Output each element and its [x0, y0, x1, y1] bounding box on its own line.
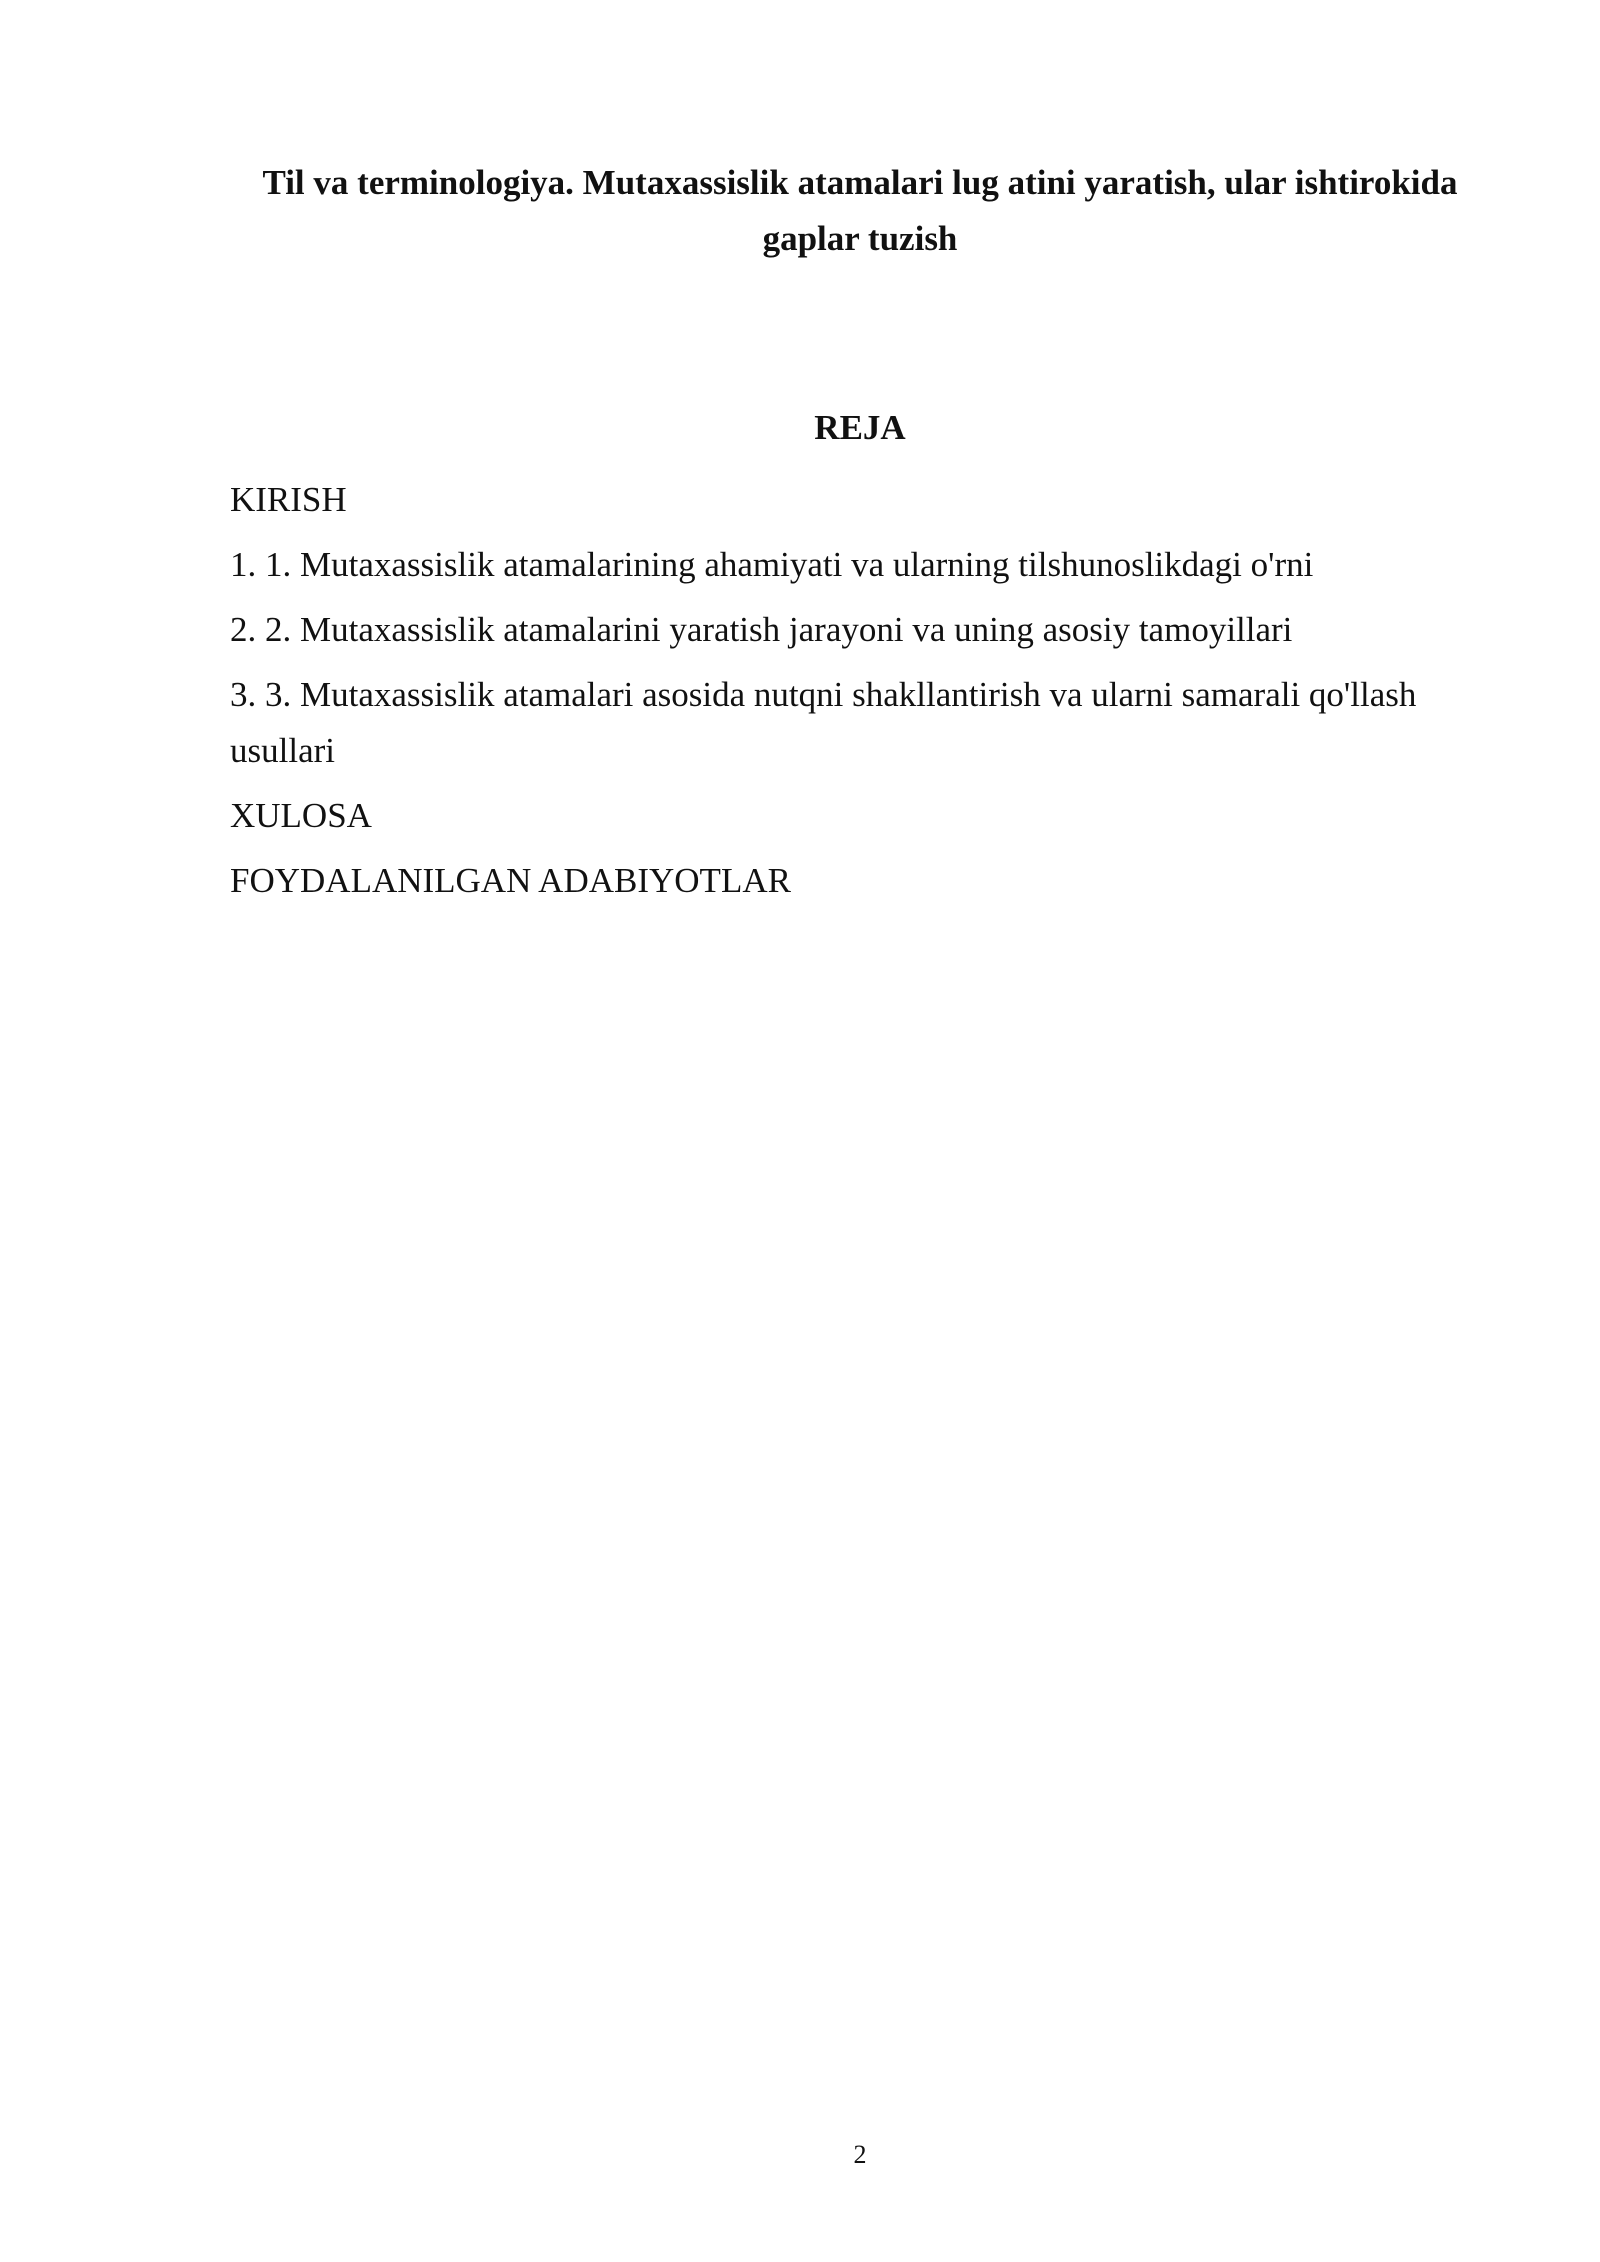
plan-item-conclusion: XULOSA [230, 796, 372, 835]
plan-item-introduction: KIRISH [230, 480, 347, 519]
plan-heading: REJA [814, 408, 906, 447]
document-title: Til va terminologiya. Mutaxassislik atamalari lug atini yaratish, ular ishtirokida gaplar tuzish [262, 163, 1458, 258]
plan-item-references: FOYDALANILGAN ADABIYOTLAR [230, 861, 791, 900]
plan-item-3: 3. 3. Mutaxassislik atamalari asosida nutqni shakllantirish va ularni samarali qo'llash usullari [230, 675, 1417, 770]
plan-list [230, 472, 1450, 918]
plan-item-2: 2. 2. Mutaxassislik atamalarini yaratish jarayoni va uning asosiy tamoyillari [230, 610, 1293, 649]
plan-item-1: 1. 1. Mutaxassislik atamalarining ahamiyati va ularning tilshunoslikdagi o'rni [230, 545, 1314, 584]
page-number: 2 [853, 2140, 867, 2169]
